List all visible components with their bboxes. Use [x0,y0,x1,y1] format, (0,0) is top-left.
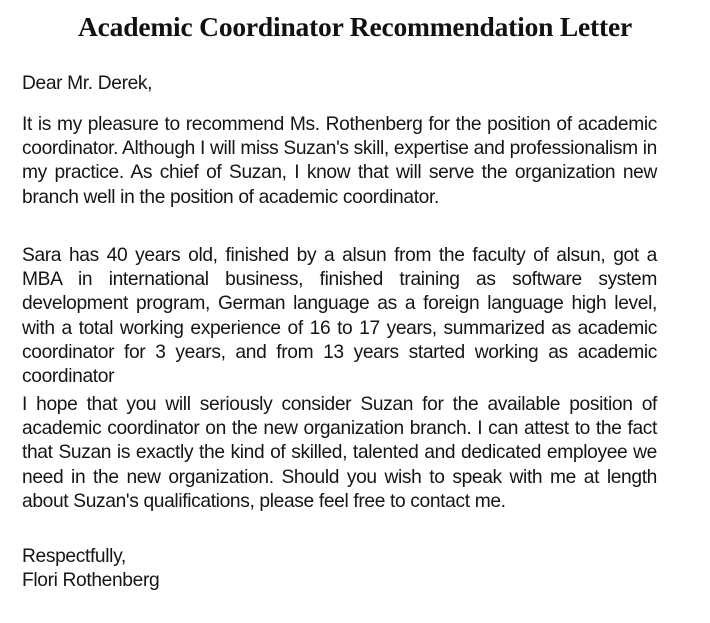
sign-off-block [22,545,657,593]
letter-title: Academic Coordinator Recommendation Letter [78,11,632,42]
salutation: Dear Mr. Derek, [22,73,153,94]
closing-phrase: Respectfully, [22,546,126,567]
signature-name: Flori Rothenberg [22,570,160,592]
paragraph-qualifications: Sara has 40 years old, finished by a alsun from the faculty of alsun, got a MBA in international business, finished training as software system development program, German language as a foreign language high level, with a total working experience of 16 to 17 years, summarized as academic coordinator for 3 years, and from 13 years started working as academic coordinator [22,245,657,388]
paragraph-closing-request: I hope that you will seriously consider Suzan for the available position of academic coordinator on the new organization branch. I can attest to the fact that Suzan is exactly the kind of skilled, talented and dedicated employee we need in the new organization. Should you wish to speak with me at length about Suzan's qualifications, please feel free to contact me. [22,394,657,512]
paragraph-recommendation: It is my pleasure to recommend Ms. Rothenberg for the position of academic coordinator. Although I will miss Suzan's skill, expertise and professionalism in my practice. As chief of Suzan, I know that will serve the organization new branch well in the position of academic coordinator. [22,114,657,208]
